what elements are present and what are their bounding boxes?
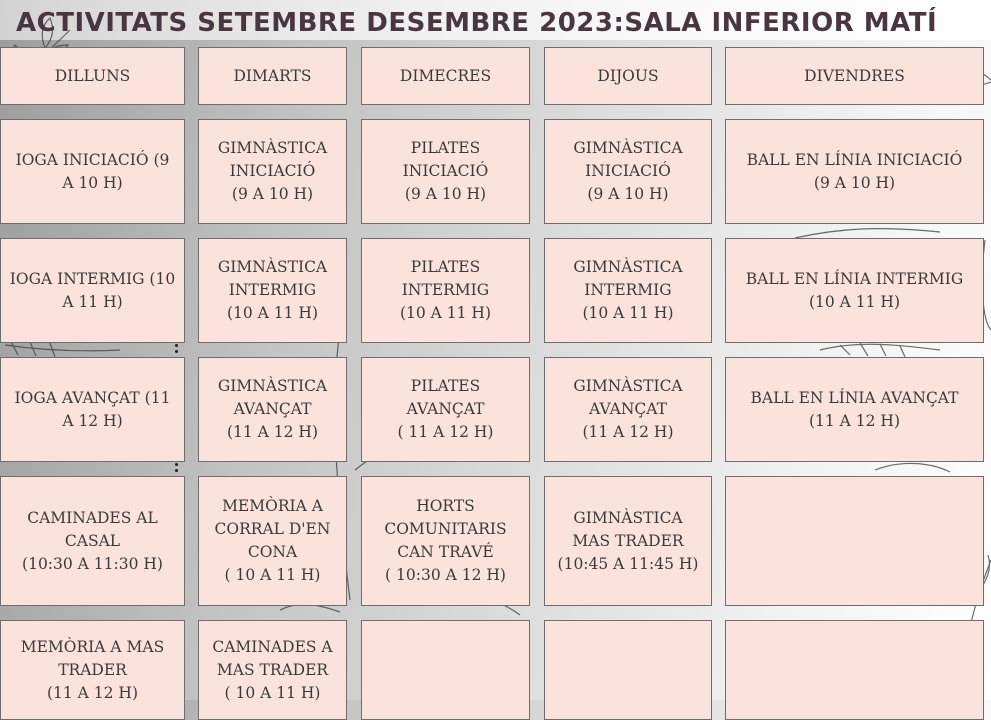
activity-line: MEMÒRIA A [222,497,323,515]
activity-line: AVANÇAT [406,400,485,418]
activity-line: GIMNÀSTICA [573,139,683,157]
activity-line: TRADER [58,660,127,679]
activity-line: BALL EN LÍNIA AVANÇAT [750,388,959,407]
activity-line: (10:45 A 11:45 H) [557,554,699,573]
activity-line: (10:30 A 11:30 H) [22,554,163,573]
day-header-dimecres [361,47,530,105]
activity-cell [0,476,185,606]
divider-dot [175,350,178,353]
activity-line: ( 10:30 A 12 H) [385,566,506,584]
activity-line: (9 A 10 H) [813,173,896,192]
activity-line: GIMNÀSTICA [573,377,683,395]
activity-line: CAN TRAVÉ [397,543,494,561]
activity-cell [725,119,984,224]
activity-line: MAS TRADER [572,531,684,550]
day-header-divendres [725,47,984,105]
activity-line: PILATES [410,377,481,395]
empty-cell [725,620,984,720]
activity-line: INICIACIÓ [585,162,671,180]
activity-cell [725,238,984,343]
activity-line: INICIACIÓ [402,162,489,180]
day-header-label: DIJOUS [597,66,659,85]
divider-dot [175,469,178,472]
activity-line: (9 A 10 H) [587,185,669,203]
activity-cell [544,357,712,462]
activity-line: INICIACIÓ [229,162,316,180]
activity-line: (11 A 12 H) [226,423,319,441]
activity-line: MEMÒRIA A MAS [20,637,165,656]
empty-cell [544,620,712,720]
activity-cell [198,119,347,224]
activity-line: CASAL [64,531,121,550]
activity-line: PILATES [410,139,481,157]
day-header-dimarts [198,47,347,105]
activity-line: GIMNÀSTICA [217,258,328,276]
activity-line: MAS TRADER [216,660,329,679]
activity-line: CAMINADES AL [27,508,158,527]
activity-line: (11 A 12 H) [808,411,901,430]
activity-line: BALL EN LÍNIA INTERMIG [745,269,964,288]
activity-line: IOGA AVANÇAT (11 [14,388,171,407]
activity-line: HORTS [416,497,475,515]
activity-line: CONA [247,543,298,561]
activity-line: BALL EN LÍNIA INICIACIÓ [746,150,963,169]
activity-line: CORRAL D'EN [214,520,331,538]
activity-cell [544,238,712,343]
activity-line: (9 A 10 H) [404,185,487,203]
activity-line: GIMNÀSTICA [573,508,683,527]
activity-line: GIMNÀSTICA [573,258,683,276]
activity-line: PILATES [410,258,481,276]
day-header-label: DIMARTS [233,66,312,85]
activity-cell [361,119,530,224]
activity-line: (10 A 11 H) [582,304,674,322]
activity-cell [544,119,712,224]
activity-line: (11 A 12 H) [46,683,139,702]
activity-line: ( 10 A 11 H) [224,683,321,702]
day-header-label: DIMECRES [399,66,492,85]
day-header-label: DIVENDRES [804,66,905,85]
activity-cell [0,119,185,224]
day-header-dijous [544,47,712,105]
activity-cell [0,238,185,343]
activity-line: (10 A 11 H) [399,304,492,322]
day-header-dilluns [0,47,185,105]
activity-line: A 10 H) [62,173,123,192]
activity-cell [0,620,185,720]
activity-line: A 11 H) [62,292,123,311]
activity-cell [361,357,530,462]
activity-line: ( 11 A 12 H) [397,423,494,441]
activity-line: (11 A 12 H) [582,423,674,441]
activity-line: INTERMIG [584,281,672,299]
activity-line: GIMNÀSTICA [217,139,328,157]
divider-dot [175,344,178,347]
activity-line: INTERMIG [228,281,317,299]
activity-cell [725,357,984,462]
activity-cell [198,620,347,720]
day-header-label: DILLUNS [54,66,131,85]
activity-line: IOGA INTERMIG (10 [9,269,176,288]
activity-line: (9 A 10 H) [231,185,314,203]
activity-line: INTERMIG [401,281,490,299]
activity-line: A 12 H) [62,411,123,430]
activity-line: (10 A 11 H) [226,304,319,322]
activity-cell [0,357,185,462]
activity-line: CAMINADES A [212,637,333,656]
activity-cell [198,476,347,606]
page-title: ACTIVITATS SETEMBRE DESEMBRE 2023:SALA INFERIOR MATÍ [16,8,938,38]
activity-line: ( 10 A 11 H) [224,566,321,584]
activity-cell [361,238,530,343]
activity-line: AVANÇAT [589,400,667,418]
activity-cell [544,476,712,606]
activity-cell [198,238,347,343]
divider-dot [175,463,178,466]
activity-line: AVANÇAT [233,400,312,418]
empty-cell [725,476,984,606]
activity-cell [198,357,347,462]
empty-cell [361,620,530,720]
activity-line: (10 A 11 H) [808,292,901,311]
activity-line: GIMNÀSTICA [217,377,328,395]
activity-line: COMUNITARIS [384,520,507,538]
activity-cell [361,476,530,606]
activity-line: IOGA INICIACIÓ (9 [15,150,170,169]
